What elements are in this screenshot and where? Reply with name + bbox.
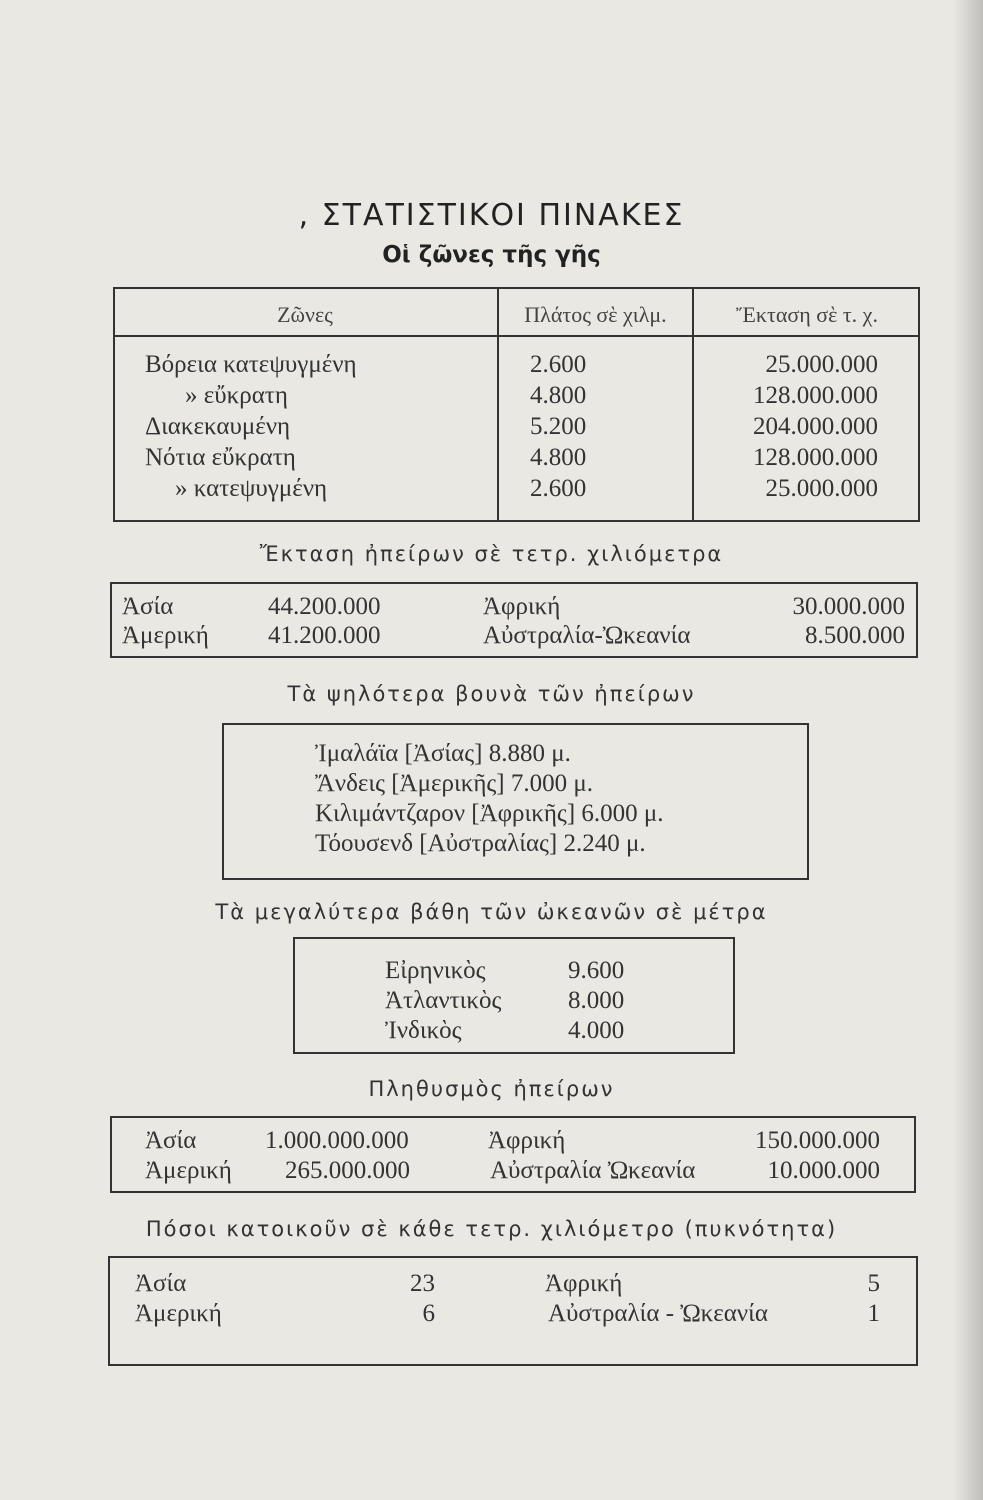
zones-row-area: 25.000.000 [765, 351, 878, 378]
pop-left-value: 1.000.000.000 [265, 1127, 409, 1154]
mountain-row: Τόουσενδ [Αὐστραλίας] 2.240 μ. [315, 830, 646, 857]
zones-header-divider [113, 335, 920, 337]
pop-right-name: Ἀφρική [488, 1127, 566, 1154]
area-right-name: Ἀφρική [483, 593, 561, 620]
density-left-value: 6 [422, 1300, 435, 1327]
page-subtitle: Οἱ ζῶνες τῆς γῆς [382, 242, 601, 268]
ocean-depths-table [293, 937, 735, 1054]
population-caption: Πληθυσμὸς ἠπείρων [368, 1077, 615, 1101]
mountain-row: Ἄνδεις [Ἀμερικῆς] 7.000 μ. [315, 770, 594, 797]
zones-row-zone: Νότια εὔκρατη [145, 444, 296, 471]
continent-area-caption: Ἔκταση ἠπείρων σὲ τετρ. χιλιόμετρα [259, 542, 724, 566]
zones-row-width: 2.600 [530, 475, 587, 502]
title-text: ΣΤΑΤΙΣΤΙΚΟΙ ΠΙΝΑΚΕΣ [321, 198, 685, 233]
zones-header-width: Πλάτος σὲ χιλμ. [524, 302, 667, 327]
ocean-value: 4.000 [568, 1017, 625, 1044]
area-left-value: 44.200.000 [268, 593, 381, 620]
density-left-value: 23 [410, 1270, 435, 1297]
pop-left-name: Ἀσία [145, 1127, 197, 1154]
ocean-name: Εἰρηνικὸς [385, 957, 486, 984]
pop-left-value: 265.000.000 [285, 1157, 410, 1184]
ocean-depths-caption: Τὰ μεγαλύτερα βάθη τῶν ὠκεανῶν σὲ μέτρα [215, 900, 768, 924]
area-left-name: Ἀμερική [122, 622, 209, 649]
zones-row-width: 4.800 [530, 444, 587, 471]
zones-row-area: 128.000.000 [753, 444, 878, 471]
density-table [108, 1256, 918, 1366]
zones-row-zone: Διακεκαυμένη [145, 413, 291, 440]
mountains-caption: Τὰ ψηλότερα βουνὰ τῶν ἠπείρων [287, 682, 696, 706]
title-prefix: , [298, 198, 311, 233]
zones-header-zone: Ζῶνες [277, 302, 333, 327]
zones-row-area: 25.000.000 [765, 475, 878, 502]
density-right-value: 5 [867, 1270, 880, 1297]
zones-row-zone: Βόρεια κατεψυγμένη [145, 351, 357, 378]
zones-row-zone: » εὔκρατη [185, 382, 288, 409]
density-left-name: Ἀσία [135, 1270, 187, 1297]
zones-row-zone: » κατεψυγμένη [175, 475, 328, 502]
ocean-value: 8.000 [568, 987, 625, 1014]
ocean-value: 9.600 [568, 957, 625, 984]
zones-row-width: 5.200 [530, 413, 587, 440]
density-right-name: Ἀφρική [545, 1270, 623, 1297]
pop-right-name: Αὐστραλία Ὠκεανία [490, 1157, 696, 1184]
zones-row-width: 2.600 [530, 351, 587, 378]
pop-left-name: Ἀμερική [145, 1157, 232, 1184]
density-right-value: 1 [867, 1300, 880, 1327]
ocean-name: Ἰνδικὸς [385, 1017, 462, 1044]
ocean-name: Ἀτλαντικὸς [385, 987, 502, 1014]
density-caption: Πόσοι κατοικοῦν σὲ κάθε τετρ. χιλιόμετρο (πυκνότητα) [145, 1217, 838, 1241]
area-right-value: 8.500.000 [805, 622, 905, 649]
mountain-row: Ἰμαλάϊα [Ἀσίας] 8.880 μ. [315, 740, 571, 767]
mountain-row: Κιλιμάντζαρον [Ἀφρικῆς] 6.000 μ. [315, 800, 664, 827]
area-left-value: 41.200.000 [268, 622, 381, 649]
pop-right-value: 10.000.000 [767, 1157, 880, 1184]
area-right-value: 30.000.000 [792, 593, 905, 620]
zones-row-width: 4.800 [530, 382, 587, 409]
pop-right-value: 150.000.000 [755, 1127, 880, 1154]
page-title [0, 198, 983, 233]
zones-row-area: 128.000.000 [753, 382, 878, 409]
zones-row-area: 204.000.000 [753, 413, 878, 440]
zones-header-area: Ἔκταση σὲ τ. χ. [736, 302, 878, 327]
area-right-name: Αὐστραλία-Ὠκεανία [483, 622, 691, 649]
density-left-name: Ἀμερική [135, 1300, 222, 1327]
density-right-name: Αὐστραλία - Ὠκεανία [548, 1300, 768, 1327]
area-left-name: Ἀσία [122, 593, 174, 620]
